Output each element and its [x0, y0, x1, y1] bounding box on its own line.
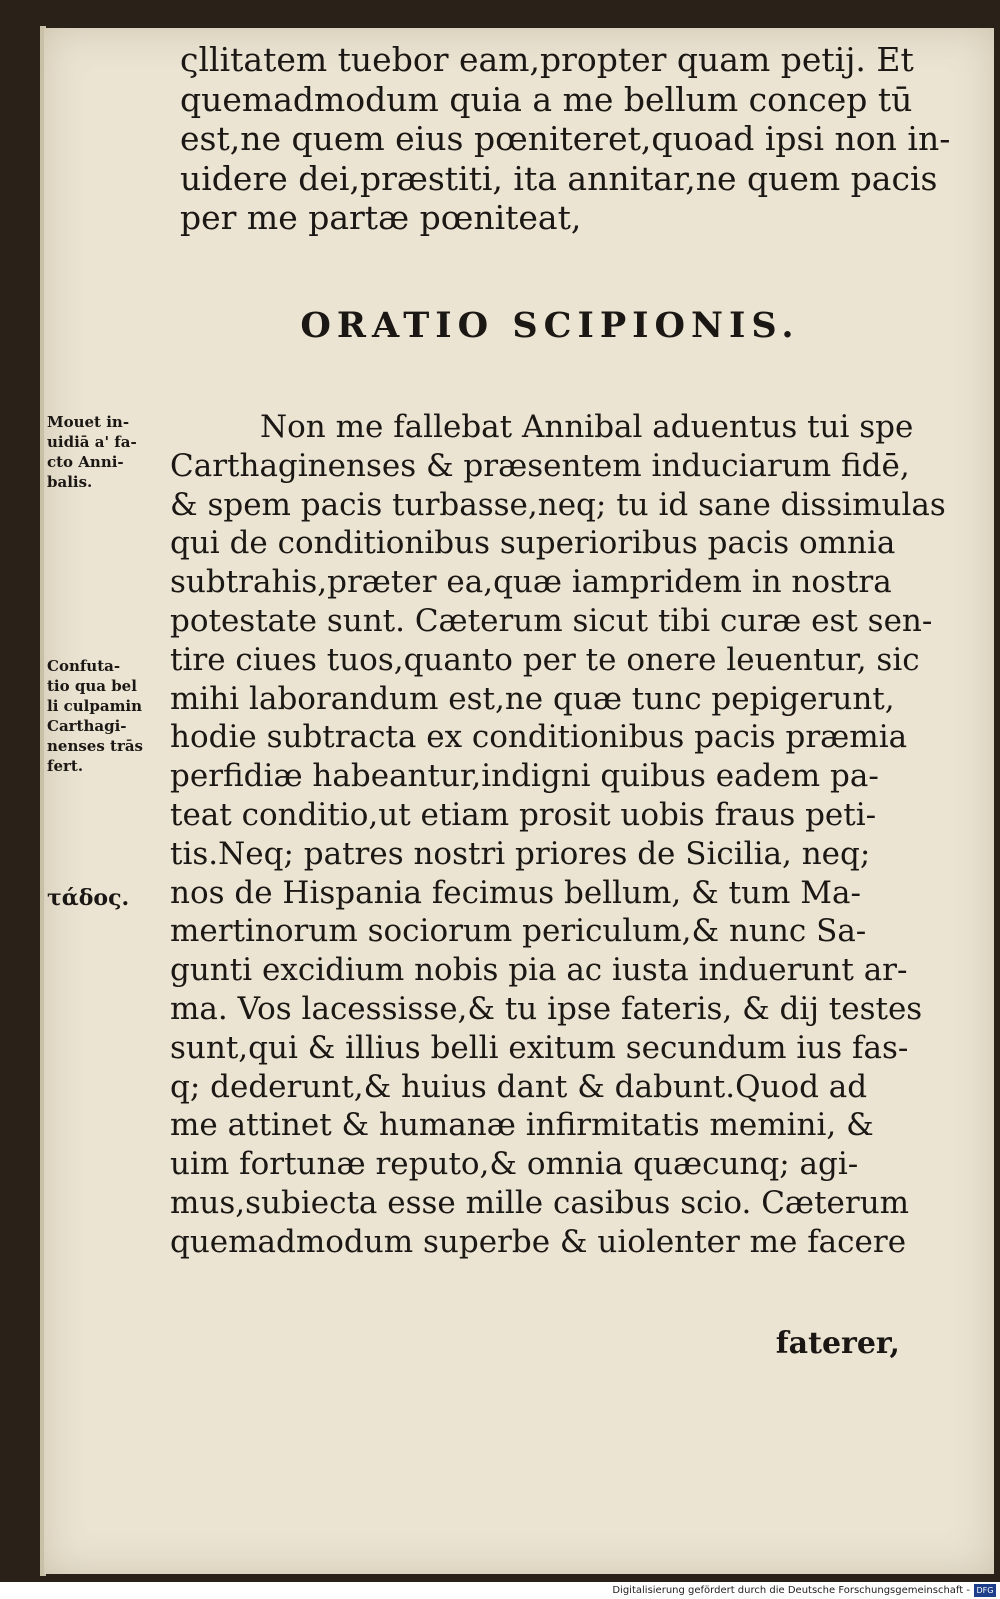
marginal-note-3	[47, 885, 182, 911]
dfg-logo: DFG	[974, 1584, 996, 1597]
marginal-line: Confuta-	[47, 657, 121, 675]
catchword: faterer,	[775, 1326, 900, 1361]
marginal-line: uidiā a' fa-	[47, 433, 137, 451]
marginal-line: cto Anni-	[47, 453, 124, 471]
text-line: est,ne quem eius pœniteret,quoad ipsi non in-	[180, 119, 951, 158]
text-line: mihi laborandum est,ne quæ tunc pepigerunt,	[170, 680, 895, 717]
marginal-line: nenses trās	[47, 737, 144, 755]
text-line: uidere dei,præstiti, ita annitar,ne quem pacis	[180, 158, 938, 198]
text-line: tire ciues tuos,quanto per te onere leuentur, sic	[170, 641, 920, 678]
text-line: ςllitatem tuebor eam,propter quam petij. Et	[180, 40, 914, 79]
text-line: nos de Hispania fecimus bellum, & tum Ma-	[170, 874, 861, 911]
text-line: uim fortunæ reputo,& omnia quæcunq; agi-	[170, 1146, 859, 1183]
oration-text	[170, 408, 946, 1262]
text-line: Non me fallebat Annibal aduentus tui spe	[260, 409, 914, 445]
text-line: & spem pacis turbasse,neq; tu id sane dissimulas	[170, 486, 946, 523]
footer-bar	[0, 1582, 1000, 1599]
text-line: subtrahis,præter ea,quæ iampridem in nostra	[170, 564, 892, 601]
funding-credit: Digitalisierung gefördert durch die Deutsche Forschungsgemeinschaft -	[612, 1585, 970, 1596]
marginal-line: fert.	[47, 757, 84, 775]
marginal-note-2	[47, 656, 182, 776]
text-line: gunti excidium nobis pia ac iusta induerunt ar-	[170, 952, 908, 989]
text-line: me attinet & humanæ infirmitatis memini, &	[170, 1107, 874, 1144]
marginal-line: Mouet in-	[47, 413, 130, 431]
marginal-note-1	[47, 412, 182, 492]
text-line: perfidiæ habeantur,indigni quibus eadem pa-	[170, 758, 879, 795]
text-line: mertinorum sociorum periculum,& nunc Sa-	[170, 913, 867, 950]
marginal-line: Carthagi-	[47, 717, 127, 735]
text-line: potestate sunt. Cæterum sicut tibi curæ est sen-	[170, 602, 933, 639]
text-line: teat conditio,ut etiam prosit uobis fraus peti-	[170, 796, 877, 833]
text-line: per me partæ pœniteat,	[180, 198, 582, 237]
text-line: ma. Vos lacessisse,& tu ipse fateris, & dij testes	[170, 990, 923, 1027]
text-line: quemadmodum quia a me bellum concep tū	[180, 79, 913, 119]
text-line: Carthaginenses & præsentem induciarum fidē,	[170, 447, 910, 484]
top-paragraph	[180, 40, 951, 238]
text-line: hodie subtracta ex conditionibus pacis præmia	[170, 719, 908, 756]
marginal-line: li culpamin	[47, 697, 143, 715]
marginal-line: balis.	[47, 473, 93, 491]
text-line: sunt,qui & illius belli exitum secundum ius fas-	[170, 1029, 909, 1066]
marginal-line: τάδος.	[47, 885, 130, 911]
section-heading: ORATIO SCIPIONIS.	[300, 305, 800, 346]
marginal-line: tio qua bel	[47, 677, 137, 695]
text-line: tis.Neq; patres nostri priores de Sicilia, neq;	[170, 835, 871, 872]
text-line: qui de conditionibus superioribus pacis omnia	[170, 525, 896, 562]
text-line: quemadmodum superbe & uiolenter me facere	[170, 1223, 907, 1260]
text-line: mus,subiecta esse mille casibus scio. Cæterum	[170, 1184, 910, 1221]
text-line: q; dederunt,& huius dant & dabunt.Quod ad	[170, 1068, 868, 1105]
